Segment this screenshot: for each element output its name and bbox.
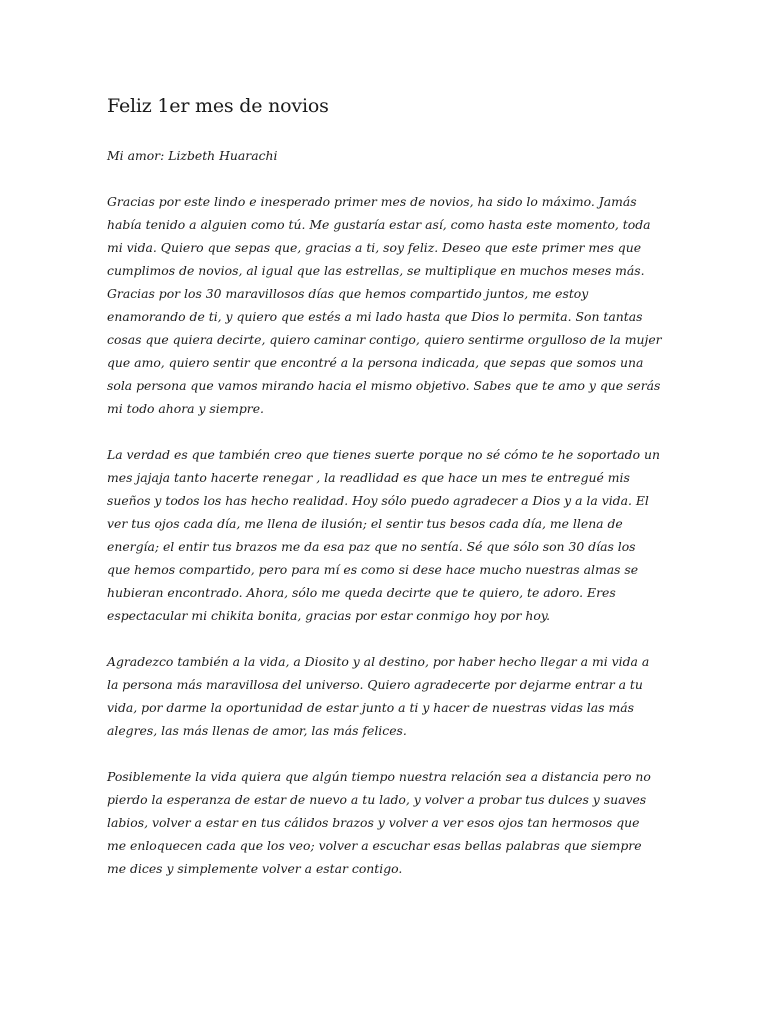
- paragraph-2: La verdad es que también creo que tienes suerte porque no sé cómo te he soportado un mes jajaja tanto hacerte renegar , la readlidad es que hace un mes te entregué mis sueños y todos los has hecho realidad. Hoy sólo puedo agradecer a Dios y a la vida. El ver tus ojos cada día, me llena de ilusión; el sentir tus besos cada día, me llena de energía; el entir tus brazos me da esa paz que no sentía. Sé que sólo son 30 días los que hemos compartido, pero para mí es como si dese hace mucho nuestras almas se hubieran encontrado. Ahora, sólo me queda decirte que te quiero, te adoro. Eres espectacular mi chikita bonita, gracias por estar conmigo hoy por hoy.: [107, 447, 660, 623]
- paragraph-4: Posiblemente la vida quiera que algún tiempo nuestra relación sea a distancia pero no pierdo la esperanza de estar de nuevo a tu lado, y volver a probar tus dulces y suaves labios, volver a estar en tus cálidos brazos y volver a ver esos ojos tan hermosos que me enloquecen cada que los veo; volver a escuchar esas bellas palabras que siempre me dices y simplemente volver a estar contigo.: [107, 769, 651, 876]
- salutation: Mi amor: Lizbeth Huarachi: [107, 148, 278, 163]
- paragraph-1: Gracias por este lindo e inesperado primer mes de novios, ha sido lo máximo. Jamás había tenido a alguien como tú. Me gustaría estar así, como hasta este momento, toda mi vida. Quiero que sepas que, gracias a ti, soy feliz. Deseo que este primer mes que cumplimos de novios, al igual que las estrellas, se multiplique en muchos meses más. Gracias por los 30 maravillosos días que hemos compartido juntos, me estoy enamorando de ti, y quiero que estés a mi lado hasta que Dios lo permita. Son tantas cosas que quiera decirte, quiero caminar contigo, quiero sentirme orgulloso de la mujer que amo, quiero sentir que encontré a la persona indicada, que sepas que somos una sola persona que vamos mirando hacia el mismo objetivo. Sabes que te amo y que serás mi todo ahora y siempre.: [107, 194, 662, 416]
- page-title: Feliz 1er mes de novios: [107, 95, 329, 117]
- paragraph-3: Agradezco también a la vida, a Diosito y al destino, por haber hecho llegar a mi vida a la persona más maravillosa del universo. Quiero agradecerte por dejarme entrar a tu vida, por darme la oportunidad de estar junto a ti y hacer de nuestras vidas las más alegres, las más llenas de amor, las más felices.: [107, 654, 650, 738]
- letter-body: [107, 92, 662, 903]
